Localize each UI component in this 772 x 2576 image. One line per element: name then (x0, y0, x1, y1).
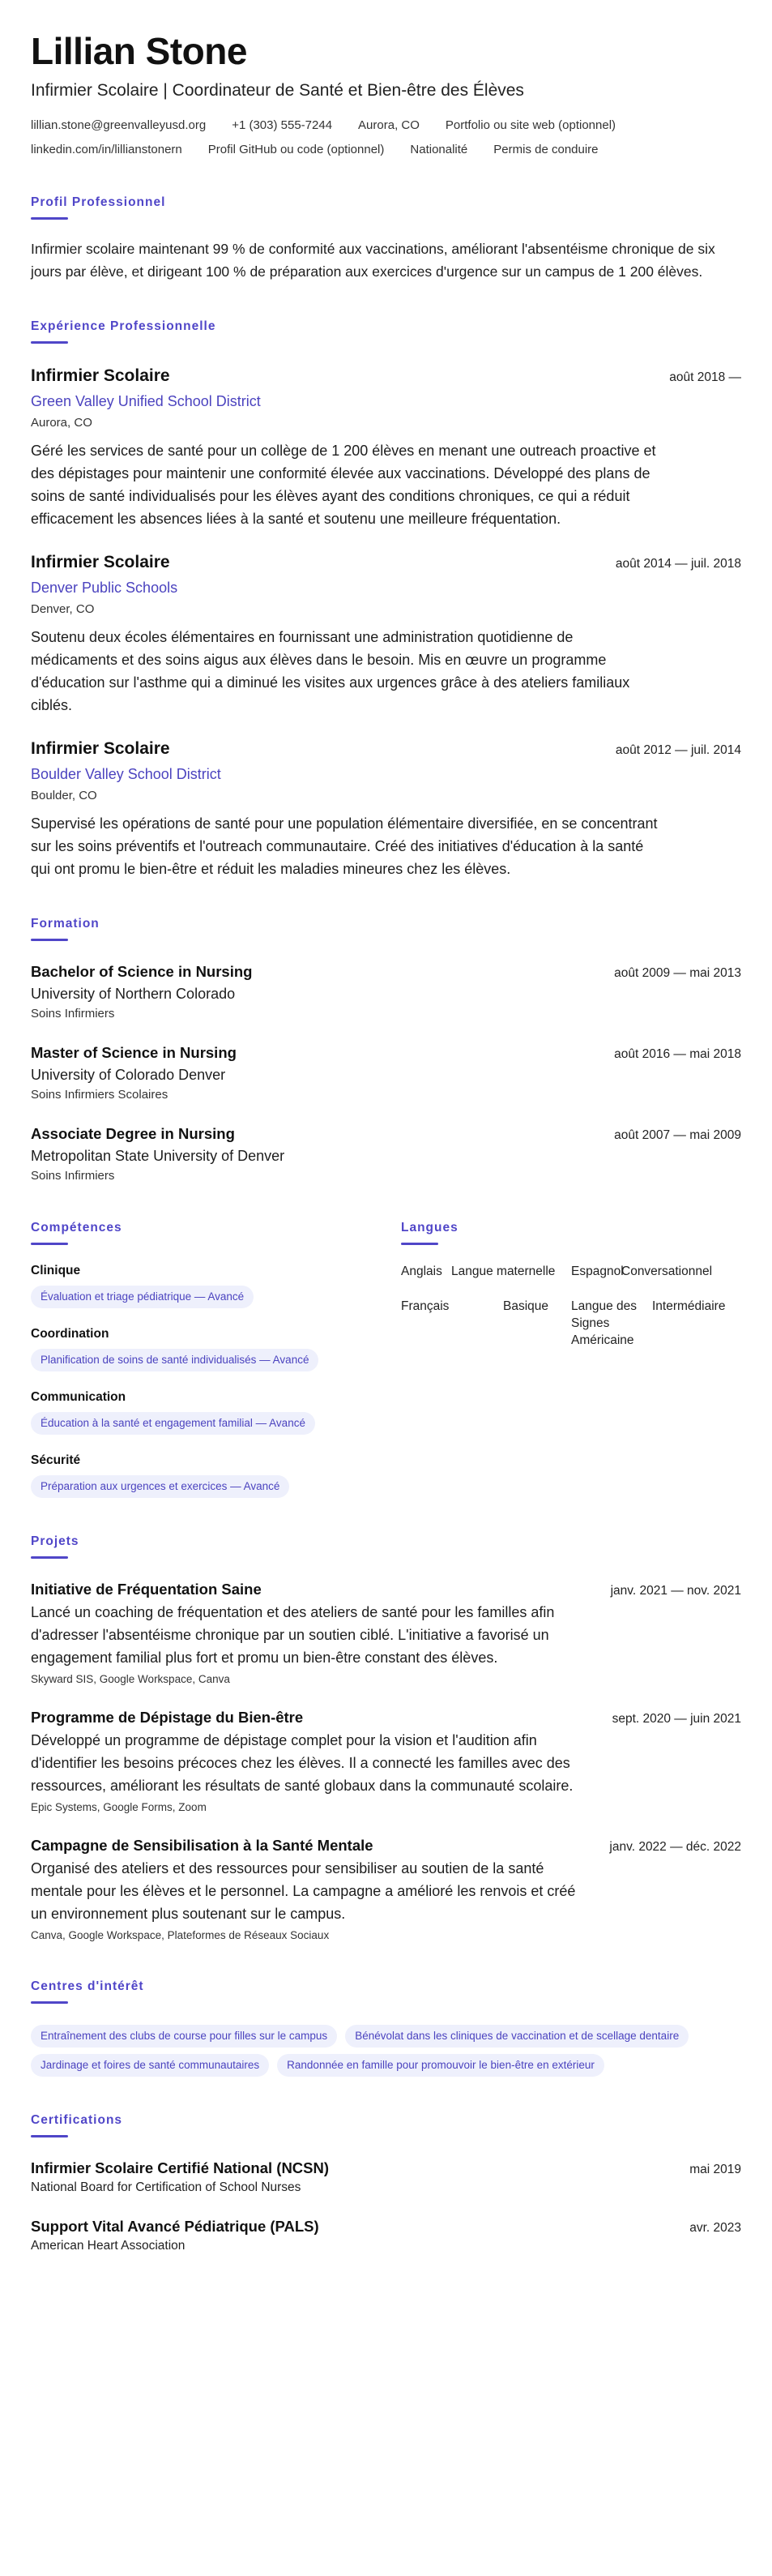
certification-issuer: National Board for Certification of School Nurses (31, 2180, 301, 2194)
interest-chip: Randonnée en famille pour promouvoir le bien-être en extérieur (277, 2054, 604, 2077)
section-title: Compétences (31, 1221, 122, 1235)
school-name: University of Colorado Denver (31, 1067, 226, 1083)
study-field: Soins Infirmiers Scolaires (31, 1088, 168, 1102)
section-title: Certifications (31, 2113, 123, 2127)
project-item (31, 1708, 741, 1815)
job-dates: août 2012 — juil. 2014 (615, 743, 741, 757)
project-item (31, 1836, 741, 1943)
interest-chip: Entraînement des clubs de course pour filles sur le campus (31, 2025, 337, 2048)
education-section (31, 916, 741, 1184)
education-item (31, 1043, 741, 1103)
job-title: Infirmier Scolaire (31, 739, 170, 758)
language-level: Conversationnel (621, 1264, 713, 1278)
section-title: Centres d'intérêt (31, 1979, 144, 1993)
candidate-name: Lillian Stone (31, 30, 247, 72)
candidate-headline: Infirmier Scolaire | Coordinateur de Santé et Bien-être des Élèves (31, 81, 524, 100)
contact-list (31, 117, 741, 159)
project-description: Développé un programme de dépistage complet pour la vision et l'audition afin d'identifier les besoins précoces chez les élèves. Il a connecté les familles avec des ressources, améliorant les résultats de santé globaux dans la communauté scolaire. (31, 1732, 574, 1794)
job-title: Infirmier Scolaire (31, 366, 170, 385)
interests-section (31, 1979, 741, 2077)
job-location: Aurora, CO (31, 416, 92, 430)
contact-phone[interactable]: +1 (303) 555-7244 (232, 118, 333, 132)
experience-item (31, 738, 741, 880)
interest-chips (31, 2018, 741, 2077)
skill-group-name: Communication (31, 1390, 126, 1404)
section-title: Projets (31, 1534, 79, 1548)
job-company: Boulder Valley School District (31, 766, 221, 782)
skill-group (31, 1453, 352, 1498)
skills-section (31, 1220, 352, 1498)
section-title: Expérience Professionnelle (31, 319, 216, 333)
project-dates: janv. 2021 — nov. 2021 (610, 1584, 741, 1598)
languages-grid (401, 1263, 741, 1349)
certification-date: mai 2019 (689, 2163, 741, 2176)
skill-chip: Préparation aux urgences et exercices — Avancé (31, 1475, 289, 1498)
languages-section (401, 1220, 741, 1498)
skill-group (31, 1263, 352, 1308)
project-item (31, 1580, 741, 1687)
section-divider (401, 1243, 438, 1245)
certification-issuer: American Heart Association (31, 2239, 186, 2253)
skill-group (31, 1326, 352, 1371)
certifications-section (31, 2112, 741, 2254)
contact-driving-license: Permis de conduire (493, 143, 599, 156)
skill-group (31, 1389, 352, 1435)
study-field: Soins Infirmiers (31, 1007, 115, 1021)
job-description: Supervisé les opérations de santé pour une population élémentaire diversifiée, en se concentrant sur les soins préventifs et l'outreach communautaire. Créé des initiatives d'éducation à la santé qui ont promu le bien-être et réduit les maladies mineures chez les élèves. (31, 815, 658, 877)
contact-location: Aurora, CO (358, 118, 420, 132)
degree-title: Bachelor of Science in Nursing (31, 963, 253, 980)
experience-item (31, 551, 741, 717)
skill-group-name: Coordination (31, 1327, 109, 1341)
interest-chip: Jardinage et foires de santé communautaires (31, 2054, 269, 2077)
language-name: Français (401, 1299, 450, 1313)
skill-chip: Éducation à la santé et engagement familial — Avancé (31, 1412, 315, 1435)
section-divider (31, 2135, 68, 2137)
profile-section (31, 195, 741, 283)
certification-item (31, 2217, 741, 2254)
contact-nationality: Nationalité (410, 143, 468, 156)
section-divider (31, 1556, 68, 1559)
job-location: Denver, CO (31, 602, 95, 616)
resume-header (31, 29, 741, 159)
language-level: Intermédiaire (652, 1299, 726, 1313)
project-tools: Canva, Google Workspace, Plateformes de Réseaux Sociaux (31, 1929, 330, 1941)
section-divider (31, 2001, 68, 2004)
certification-name: Support Vital Avancé Pédiatrique (PALS) (31, 2218, 319, 2235)
interest-chip: Bénévolat dans les cliniques de vaccination et de scellage dentaire (345, 2025, 689, 2048)
language-name: Espagnol (571, 1264, 624, 1278)
experience-section (31, 319, 741, 880)
job-location: Boulder, CO (31, 789, 97, 802)
school-name: Metropolitan State University of Denver (31, 1148, 285, 1164)
skills-languages-row (31, 1220, 741, 1498)
skill-group-name: Clinique (31, 1264, 81, 1277)
certification-item (31, 2159, 741, 2196)
profile-summary: Infirmier scolaire maintenant 99 % de conformité aux vaccinations, améliorant l'absentéisme chronique de six jours par élève, et dirigeant 100 % de préparation aux exercices d'urgence sur un campus de 1 200 élèves. (31, 241, 715, 280)
contact-email[interactable]: lillian.stone@greenvalleyusd.org (31, 118, 207, 132)
projects-section (31, 1534, 741, 1943)
job-description: Soutenu deux écoles élémentaires en fournissant une administration quotidienne de médicaments et des soins aigus aux élèves dans le besoin. Mis en œuvre un programme d'éducation sur l'asthme qui a diminué les visites aux urgences grâce à des ateliers familiaux ciblés. (31, 629, 630, 713)
job-description: Géré les services de santé pour un collège de 1 200 élèves en menant une outreach proactive et des dépistages pour maintenir une conformité élevée aux vaccinations. Développé des plans de soins de santé individualisés pour les élèves ayant des conditions chroniques, ce qui a réduit efficacement les absences liées à la santé et soutenu une meilleure fréquentation. (31, 443, 656, 527)
project-title: Campagne de Sensibilisation à la Santé Mentale (31, 1837, 373, 1854)
project-tools: Skyward SIS, Google Workspace, Canva (31, 1673, 230, 1685)
skill-chip: Planification de soins de santé individualisés — Avancé (31, 1349, 318, 1371)
skill-chip: Évaluation et triage pédiatrique — Avancé (31, 1286, 254, 1308)
degree-dates: août 2009 — mai 2013 (614, 966, 741, 980)
job-company: Green Valley Unified School District (31, 393, 261, 409)
contact-linkedin[interactable]: linkedin.com/in/lillianstonern (31, 143, 182, 156)
study-field: Soins Infirmiers (31, 1169, 115, 1183)
project-title: Initiative de Fréquentation Saine (31, 1581, 262, 1598)
degree-title: Associate Degree in Nursing (31, 1125, 235, 1142)
degree-title: Master of Science in Nursing (31, 1044, 237, 1061)
degree-dates: août 2007 — mai 2009 (614, 1128, 741, 1142)
certification-name: Infirmier Scolaire Certifié National (NCSN) (31, 2159, 330, 2176)
certification-date: avr. 2023 (689, 2221, 741, 2235)
school-name: University of Northern Colorado (31, 986, 236, 1002)
section-divider (31, 217, 68, 220)
project-dates: janv. 2022 — déc. 2022 (609, 1840, 741, 1854)
language-name: Anglais (401, 1264, 442, 1278)
language-name: Langue des Signes Américaine (571, 1299, 638, 1347)
section-divider (31, 341, 68, 344)
job-dates: août 2018 — (669, 370, 741, 384)
section-divider (31, 939, 68, 941)
section-title: Langues (401, 1221, 459, 1235)
project-dates: sept. 2020 — juin 2021 (612, 1712, 741, 1726)
project-description: Lancé un coaching de fréquentation et des ateliers de santé pour les familles afin d'adresser l'absentéisme chronique par un soutien ciblé. L'initiative a favorisé un engagement familial plus fort et promu un bien-être constant des élèves. (31, 1604, 555, 1666)
education-item (31, 1124, 741, 1184)
project-tools: Epic Systems, Google Forms, Zoom (31, 1801, 207, 1813)
language-level: Basique (502, 1299, 548, 1313)
contact-portfolio[interactable]: Portfolio ou site web (optionnel) (445, 118, 616, 132)
language-level: Langue maternelle (451, 1264, 556, 1278)
job-dates: août 2014 — juil. 2018 (615, 557, 741, 571)
education-item (31, 962, 741, 1022)
experience-item (31, 365, 741, 530)
project-title: Programme de Dépistage du Bien-être (31, 1709, 304, 1726)
section-title: Formation (31, 917, 100, 931)
job-company: Denver Public Schools (31, 580, 178, 596)
job-title: Infirmier Scolaire (31, 553, 170, 571)
skill-group-name: Sécurité (31, 1453, 81, 1467)
degree-dates: août 2016 — mai 2018 (614, 1047, 741, 1061)
contact-github[interactable]: Profil GitHub ou code (optionnel) (207, 143, 385, 156)
section-divider (31, 1243, 68, 1245)
project-description: Organisé des ateliers et des ressources pour sensibiliser au soutien de la santé mentale pour les élèves et le personnel. La campagne a amélioré les renvois et créé un environnement plus soutenant sur le campus. (31, 1860, 576, 1922)
section-title: Profil Professionnel (31, 195, 166, 209)
